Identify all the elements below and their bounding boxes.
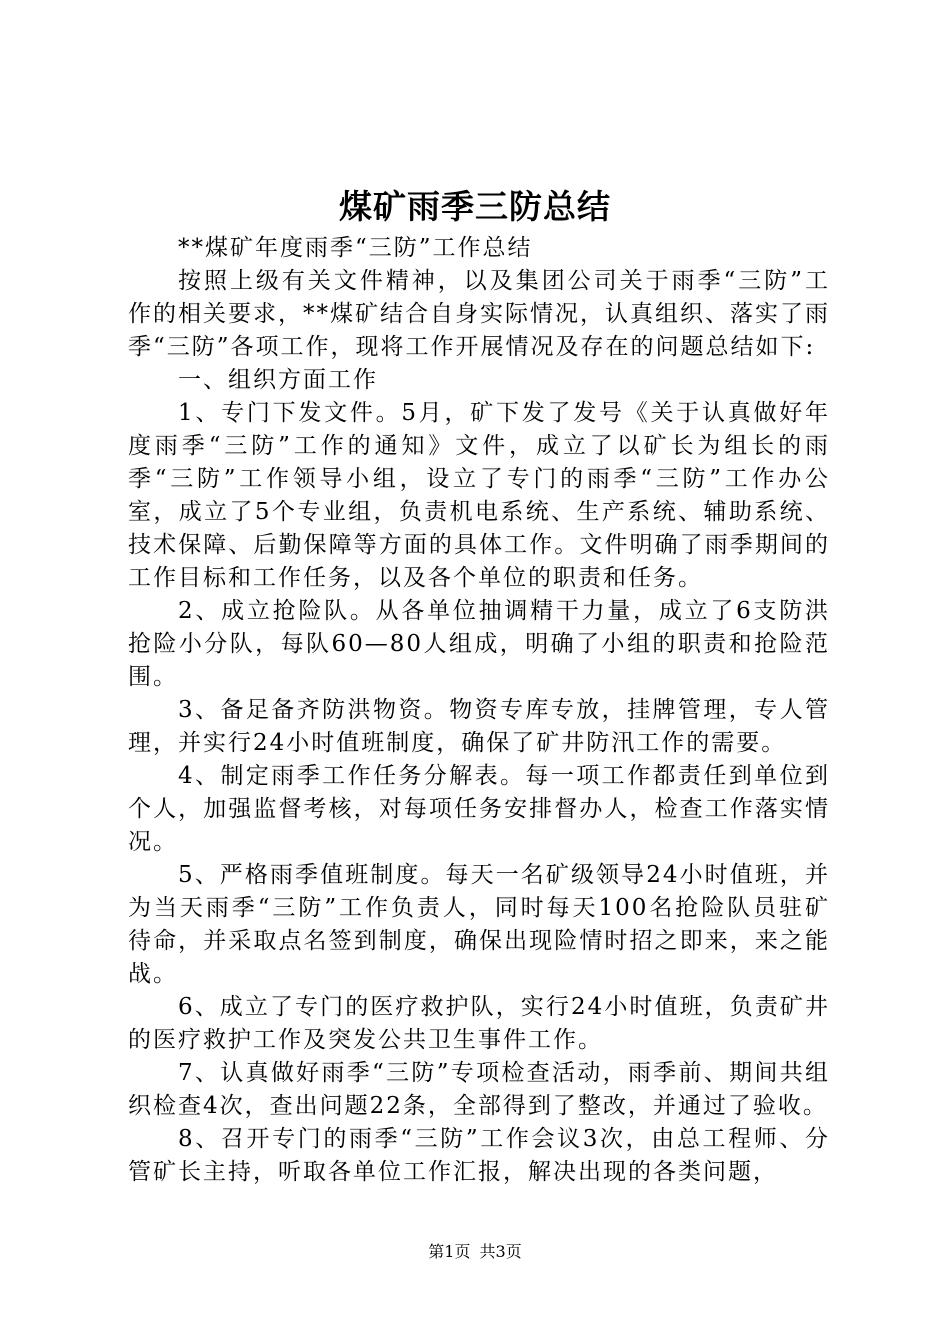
item-paragraph-8: 8、召开专门的雨季“三防”工作会议3次，由总工程师、分管矿长主持，听取各单位工作汇报，解决出现的各类问题， (128, 1126, 830, 1185)
page-total: 共3页 (479, 1242, 522, 1261)
item-paragraph-7: 7、认真做好雨季“三防”专项检查活动，雨季前、期间共组织检查4次，查出问题22条，全部得到了整改，并通过了验收。 (128, 1060, 830, 1119)
document-subtitle: **煤矿年度雨季“三防”工作总结 (178, 235, 533, 261)
item-paragraph-5: 5、严格雨季值班制度。每天一名矿级领导24小时值班，并为当天雨季“三防”工作负责人，同时每天100名抢险队员驻矿待命，并采取点名签到制度，确保出现险情时招之即来，来之能战。 (128, 862, 830, 987)
page-number: 第1页 (428, 1242, 471, 1261)
item-paragraph-3: 3、备足备齐防洪物资。物资专库专放，挂牌管理，专人管理，并实行24小时值班制度，确保了矿井防汛工作的需要。 (128, 697, 830, 756)
document-title: 煤矿雨季三防总结 (339, 187, 611, 226)
item-paragraph-4: 4、制定雨季工作任务分解表。每一项工作都责任到单位到个人，加强监督考核，对每项任务安排督办人，检查工作落实情况。 (128, 763, 830, 855)
item-paragraph-6: 6、成立了专门的医疗救护队，实行24小时值班，负责矿井的医疗救护工作及突发公共卫生事件工作。 (128, 994, 830, 1053)
document-body (128, 232, 830, 1189)
section-heading: 一、组织方面工作 (178, 367, 378, 393)
item-paragraph-2: 2、成立抢险队。从各单位抽调精干力量，成立了6支防洪抢险小分队，每队60—80人组成，明确了小组的职责和抢险范围。 (128, 598, 830, 690)
page-footer (0, 1240, 950, 1264)
intro-paragraph: 按照上级有关文件精神，以及集团公司关于雨季“三防”工作的相关要求，**煤矿结合自身实际情况，认真组织、落实了雨季“三防”各项工作，现将工作开展情况及存在的问题总结如下: (128, 268, 830, 360)
item-paragraph-1: 1、专门下发文件。5月，矿下发了发号《关于认真做好年度雨季“三防”工作的通知》文件，成立了以矿长为组长的雨季“三防”工作领导小组，设立了专门的雨季“三防”工作办公室，成立了5个专业组，负责机电系统、生产系统、辅助系统、技术保障、后勤保障等方面的具体工作。文件明确了雨季期间的工作目标和工作任务，以及各个单位的职责和任务。 (128, 400, 830, 591)
